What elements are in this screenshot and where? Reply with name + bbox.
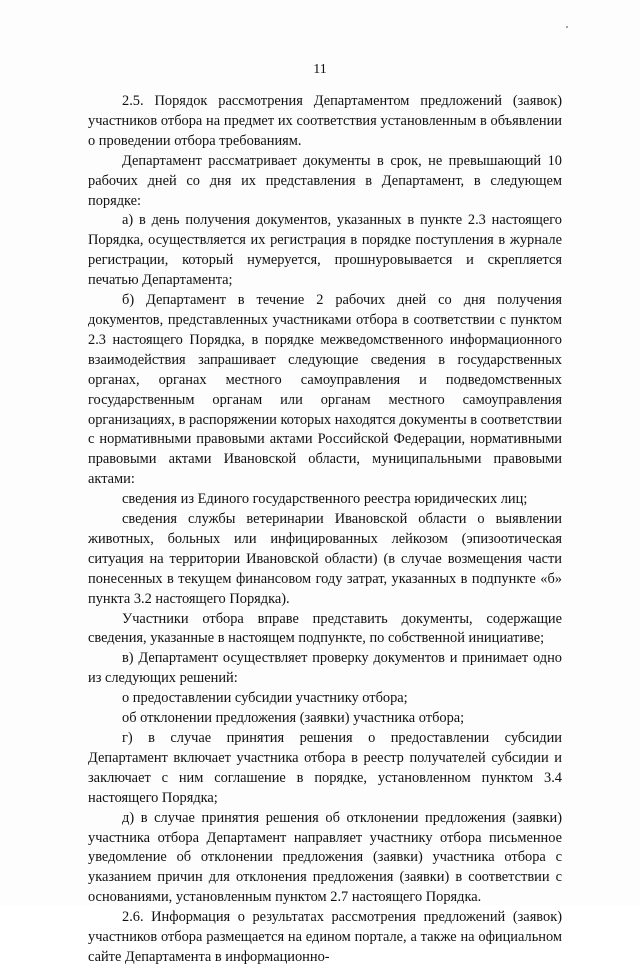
paragraph-egrul-info: сведения из Единого государственного реестра юридических лиц; (122, 491, 528, 508)
page-number: 11 (313, 62, 327, 77)
paragraph-2-5-heading: 2.5. Порядок рассмотрения Департаментом предложений (заявок) участников отбора на предмет их соответствия установленным в объявлении о проведении отбора требованиям. (88, 93, 562, 149)
paragraph-own-initiative: Участники отбора вправе представить документы, содержащие сведения, указанные в настоящем подпункте, по собственной инициативе; (88, 610, 562, 647)
paragraph-item-g: г) в случае принятия решения о предоставлении субсидии Департамент включает участника отбора в реестр получателей субсидии и заключает с ним соглашение в порядке, установленном пунктом 3.4 настоящего Порядка; (88, 730, 562, 806)
paragraph-2-6: 2.6. Информация о результатах рассмотрения предложений (заявок) участников отбора размещается на едином портале, а также на официальном сайте Департамента в информационно- (88, 909, 562, 965)
paragraph-item-d: д) в случае принятия решения об отклонении предложения (заявки) участника отбора Департамент направляет участнику отбора письменное уведомление об отклонении предложения (заявки) участника отбора с указанием причин для отклонения предложения (заявки) в соответствии с основаниями, установленным пунктом 2.7 настоящего Порядка. (88, 809, 562, 906)
paragraph-decision-grant: о предоставлении субсидии участнику отбора; (122, 690, 408, 707)
document-body (88, 92, 562, 968)
paragraph-item-a: а) в день получения документов, указанных в пункте 2.3 настоящего Порядка, осуществляется их регистрация в порядке поступления в журнале регистрации, который нумеруется, прошнуровывается и скрепляется печатью Департамента; (88, 212, 562, 289)
paragraph-decision-reject: об отклонении предложения (заявки) участника отбора; (122, 710, 465, 727)
paragraph-item-v: в) Департамент осуществляет проверку документов и принимает одно из следующих решений: (88, 650, 562, 687)
scan-speck (566, 26, 568, 28)
paragraph-item-b: б) Департамент в течение 2 рабочих дней со дня получения документов, представленных участниками отбора в соответствии с пунктом 2.3 настоящего Порядка, в порядке межведомственного информационного взаимодействия запрашивает следующие сведения в государственных органах, органах местного самоуправления и подведомственных государственным органам или органам местного самоуправления организациях, в распоряжении которых находятся документы в соответствии с нормативными правовыми актами Российской Федерации, нормативными правовыми актами Ивановской области, муниципальными правовыми актами: (88, 292, 562, 488)
paragraph-veterinary-info: сведения службы ветеринарии Ивановской области о выявлении животных, больных или инфицированных лейкозом (эпизоотическая ситуация на территории Ивановской области) (в случае возмещения части понесенных в текущем финансовом году затрат, указанных в подпункте «б» пункта 3.2 настоящего Порядка). (88, 511, 562, 607)
paragraph-review-term: Департамент рассматривает документы в срок, не превышающий 10 рабочих дней со дня их представления в Департамент, в следующем порядке: (88, 152, 562, 209)
